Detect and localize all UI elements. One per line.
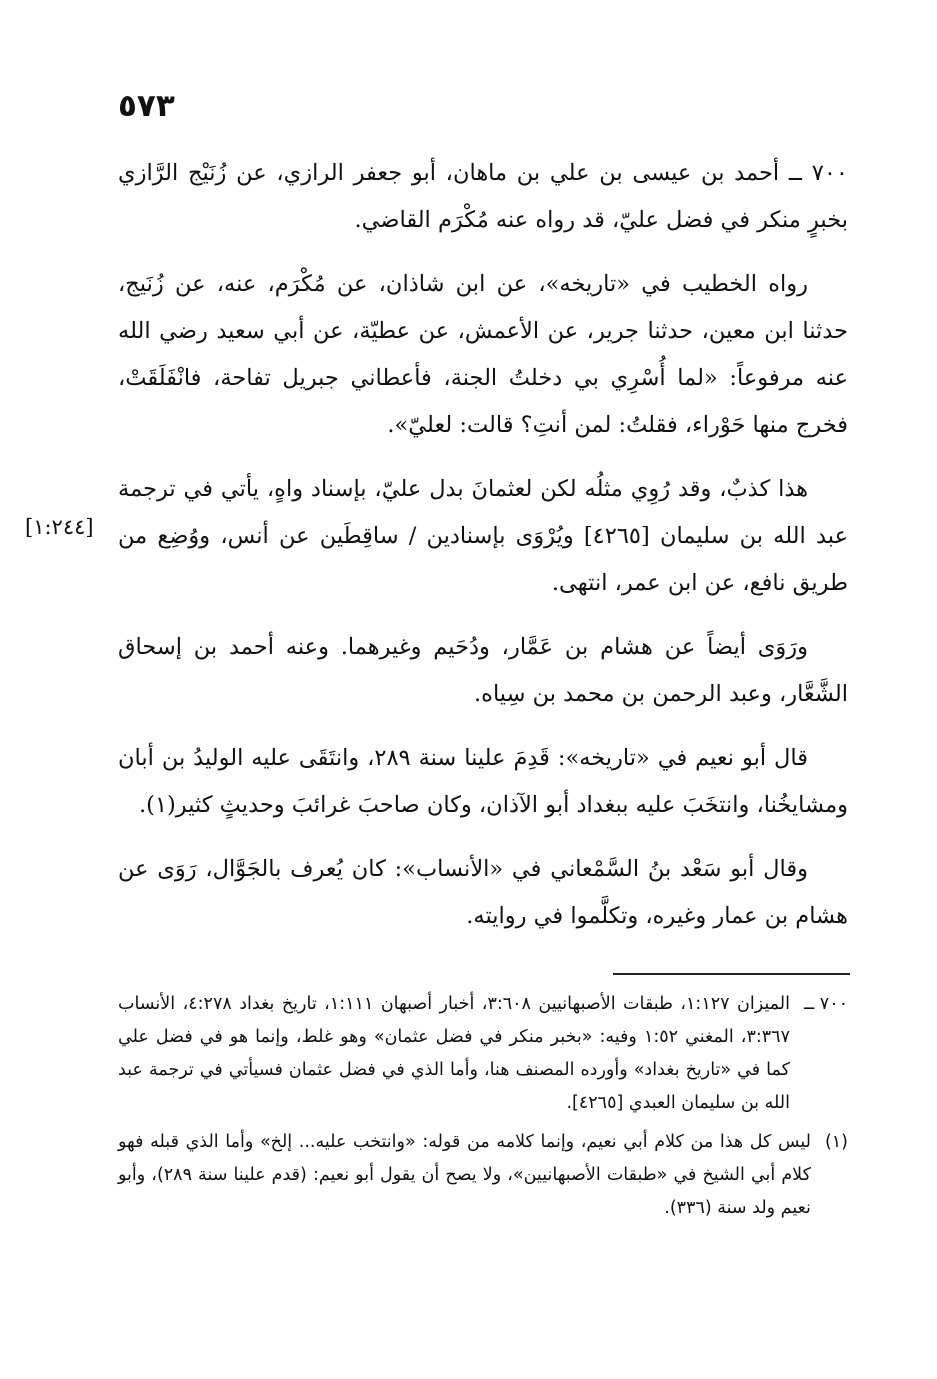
main-text — [118, 150, 848, 957]
footnote-separator — [613, 973, 850, 975]
footnote — [118, 1126, 848, 1225]
paragraph: وقال أبو سَعْد بنُ السَّمْعاني في «الأنساب»: كان يُعرف بالجَوَّال، رَوَى عن هشام بن عمار وغيره، وتكلَّموا في روايته. — [118, 856, 848, 929]
footnote-mark: (١) — [824, 1132, 848, 1152]
margin-reference: [١:٢٤٤] — [25, 515, 94, 539]
footnote — [118, 988, 848, 1120]
paragraph: هذا كذبٌ، وقد رُوِي مثلُه لكن لعثمانَ بدل عليّ، بإسناد واهٍ، يأتي في ترجمة عبد الله بن سليمان [٤٢٦٥] ويُرْوَى بإسنادين / ساقِطَين عن أنس، ووُضِع من طريق نافع، عن ابن عمر، انتهى. — [118, 476, 848, 596]
entry-heading-paragraph: ٧٠٠ ــ أحمد بن عيسى بن علي بن ماهان، أبو جعفر الرازي، عن زُنَيْج الرَّازي بخبرٍ منكر في فضل عليّ، قد رواه عنه مُكْرَم القاضي. — [118, 160, 848, 233]
footnote-mark: ٧٠٠ ــ — [803, 994, 848, 1014]
footnotes — [118, 988, 848, 1231]
page-number: ٥٧٣ — [118, 88, 175, 124]
paragraph: قال أبو نعيم في «تاريخه»: قَدِمَ علينا سنة ٢٨٩، وانتَقَى عليه الوليدُ بن أبان ومشايخُنا، وانتخَبَ عليه ببغداد أبو الآذان، وكان صاحبَ غرائبَ وحديثٍ كثير(١). — [118, 745, 848, 818]
paragraph: رواه الخطيب في «تاريخه»، عن ابن شاذان، عن مُكْرَم، عنه، عن زُنَيج، حدثنا ابن معين، حدثنا جرير، عن الأعمش، عن عطيّة، عن أبي سعيد رضي الله عنه مرفوعاً: «لما أُسْرِي بي دخلتُ الجنة، فأعطاني جبريل تفاحة، فانْفَلَقَتْ، فخرج منها حَوْراء، فقلتُ: لمن أنتِ؟ قالت: لعليّ». — [118, 271, 848, 438]
footnote-text: الميزان ١:١٢٧، طبقات الأصبهانيين ٣:٦٠٨، أخبار أصبهان ١:١١١، تاريخ بغداد ٤:٢٧٨، الأنساب ٣:٣٦٧، المغني ١:٥٢ وفيه: «بخبر منكر في فضل عثمان» وهو غلط، وإنما هو في فضل علي كما في «تاريخ بغداد» وأورده المصنف هنا، وأما الذي في فضل عثمان فسيأتي في ترجمة عبد الله بن سليمان العبدي [٤٢٦٥]. — [118, 994, 790, 1113]
paragraph: ورَوَى أيضاً عن هشام بن عَمَّار، ودُحَيم وغيرهما. وعنه أحمد بن إسحاق الشَّعَّار، وعبد الرحمن بن محمد بن سِياه. — [118, 634, 848, 707]
footnote-text: ليس كل هذا من كلام أبي نعيم، وإنما كلامه من قوله: «وانتخب عليه... إلخ» وأما الذي قبله فهو كلام أبي الشيخ في «طبقات الأصبهانيين»، ولا يصح أن يقول أبو نعيم: (قدم علينا سنة ٢٨٩)، وأبو نعيم ولد سنة (٣٣٦). — [118, 1132, 811, 1218]
